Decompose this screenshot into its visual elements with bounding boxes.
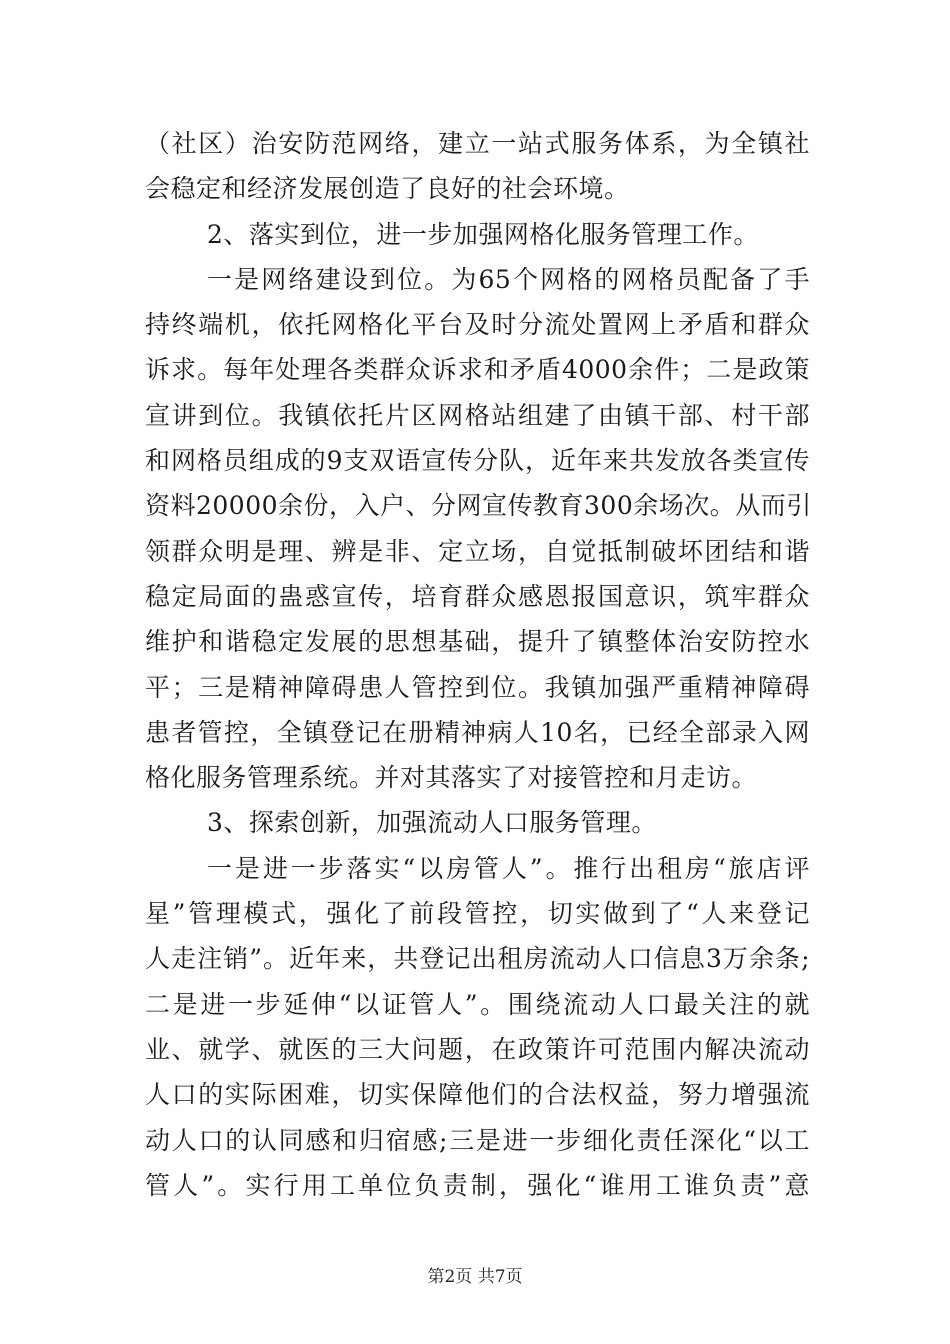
text-line: 会稳定和经济发展创造了良好的社会环境。 (145, 174, 630, 204)
text-line: 格化服务管理系统。并对其落实了对接管控和月走访。 (145, 763, 758, 793)
text-line: 和网格员组成的9支双语宣传分队，近年来共发放各类宣传 (145, 446, 810, 476)
text-line: （社区）治安防范网络，建立一站式服务体系，为全镇社 (145, 129, 810, 158)
text-line: 3、探索创新，加强流动人口服务管理。 (207, 808, 657, 838)
text-line: 患者管控，全镇登记在册精神病人10名，已经全部录入网 (145, 717, 810, 747)
text-line: 一是网络建设到位。为65个网格的网格员配备了手 (207, 264, 810, 294)
text-line: 宣讲到位。我镇依托片区网格站组建了由镇干部、村干部 (145, 400, 810, 430)
text-line: 人口的实际困难，切实保障他们的合法权益，努力增强流 (145, 1080, 810, 1110)
body-text (145, 121, 810, 1208)
text-line: 动人口的认同感和归宿感;三是进一步细化责任深化“以工 (145, 1125, 810, 1155)
text-line: 资料20000余份，入户、分网宣传教育300余场次。从而引 (145, 491, 812, 521)
page-footer: 第2页 共7页 (427, 1267, 523, 1287)
text-line: 稳定局面的蛊惑宣传，培育群众感恩报国意识，筑牢群众 (145, 581, 810, 611)
text-line: 持终端机，依托网格化平台及时分流处置网上矛盾和群众 (145, 310, 810, 340)
text-line: 业、就学、就医的三大问题，在政策许可范围内解决流动 (145, 1034, 810, 1064)
text-line: 星”管理模式，强化了前段管控，切实做到了“人来登记 (145, 899, 810, 929)
text-line: 平；三是精神障碍患人管控到位。我镇加强严重精神障碍 (145, 672, 810, 702)
text-line: 诉求。每年处理各类群众诉求和矛盾4000余件；二是政策 (145, 355, 810, 385)
text-line: 人走注销”。近年来，共登记出租房流动人口信息3万余条; (145, 944, 810, 974)
text-line: 领群众明是理、辨是非、定立场，自觉抵制破坏团结和谐 (145, 536, 810, 566)
text-line: 管人”。实行用工单位负责制，强化“谁用工谁负责”意 (145, 1170, 810, 1200)
text-line: 维护和谐稳定发展的思想基础，提升了镇整体治安防控水 (145, 627, 810, 657)
text-line: 一是进一步落实“以房管人”。推行出租房“旅店评 (207, 853, 810, 883)
text-line: 二是进一步延伸“以证管人”。围绕流动人口最关注的就 (145, 989, 810, 1019)
text-line: 2、落实到位，进一步加强网格化服务管理工作。 (207, 219, 759, 249)
